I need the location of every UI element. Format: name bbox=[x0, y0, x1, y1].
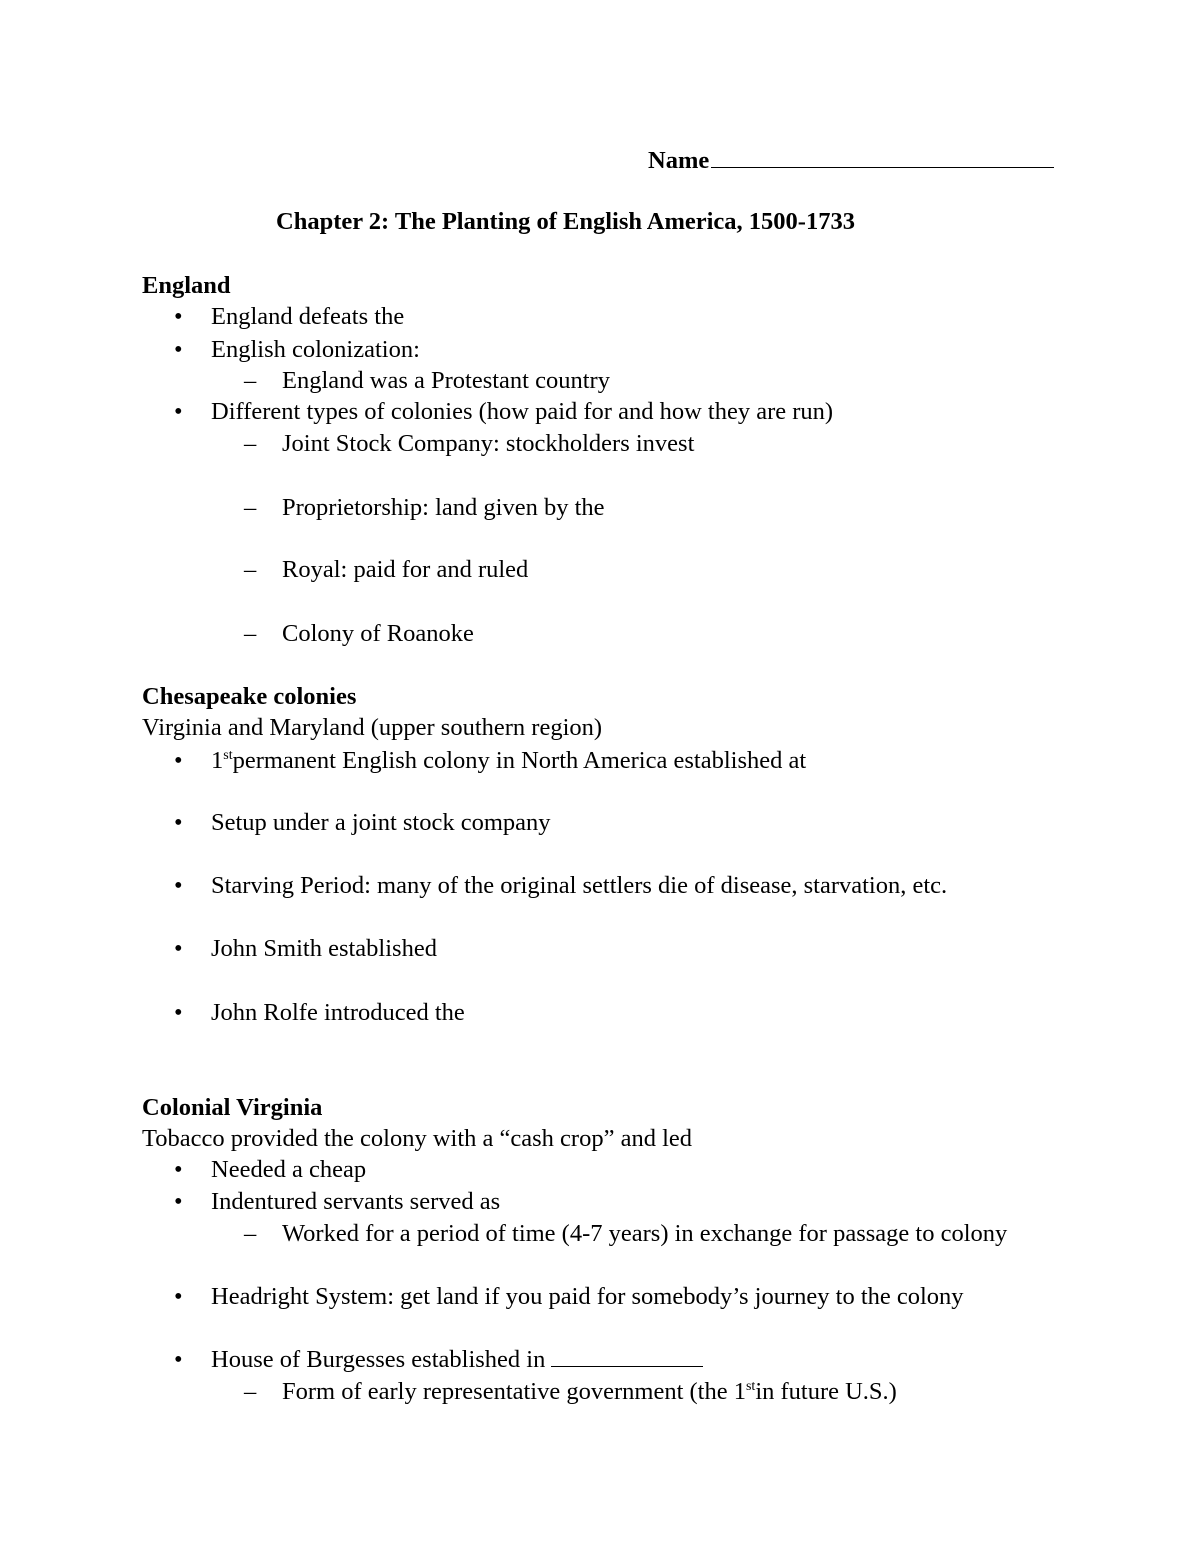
section-heading-england: England bbox=[142, 272, 231, 299]
sub-list-item-text: England was a Protestant country bbox=[282, 367, 610, 394]
sub-list-item-text: Form of early representative government (the 1stin future U.S.) bbox=[282, 1378, 897, 1405]
page-title: Chapter 2: The Planting of English America, 1500-1733 bbox=[276, 208, 855, 235]
sub-list-item-text: Joint Stock Company: stockholders invest bbox=[282, 430, 695, 457]
section-subtitle: Virginia and Maryland (upper southern region) bbox=[142, 714, 603, 741]
list-item-text: Setup under a joint stock company bbox=[211, 809, 551, 836]
bullet-icon: • bbox=[174, 1156, 183, 1183]
dash-icon: – bbox=[244, 1378, 257, 1405]
sub-list-item-text: Worked for a period of time (4-7 years) in exchange for passage to colony bbox=[282, 1220, 1008, 1247]
list-item-text: England defeats the bbox=[211, 303, 405, 330]
bullet-icon: • bbox=[174, 1283, 183, 1310]
bullet-icon: • bbox=[174, 999, 183, 1026]
bullet-icon: • bbox=[174, 935, 183, 962]
list-item-text: Needed a cheap bbox=[211, 1156, 367, 1183]
name-blank-line[interactable] bbox=[711, 143, 1054, 168]
bullet-icon: • bbox=[174, 303, 183, 330]
fill-in-blank[interactable] bbox=[551, 1344, 703, 1367]
section-heading-chesapeake: Chesapeake colonies bbox=[142, 683, 357, 710]
list-item-text: Indentured servants served as bbox=[211, 1188, 501, 1215]
bullet-icon: • bbox=[174, 336, 183, 363]
dash-icon: – bbox=[244, 1220, 257, 1247]
list-item-text: Different types of colonies (how paid for and how they are run) bbox=[211, 398, 834, 425]
sub-list-item-text: Colony of Roanoke bbox=[282, 620, 474, 647]
dash-icon: – bbox=[244, 620, 257, 647]
sub-list-item-text: Proprietorship: land given by the bbox=[282, 494, 605, 521]
bullet-icon: • bbox=[174, 1346, 183, 1373]
dash-icon: – bbox=[244, 430, 257, 457]
bullet-icon: • bbox=[174, 809, 183, 836]
list-item-text: English colonization: bbox=[211, 336, 420, 363]
name-field bbox=[648, 143, 1054, 176]
bullet-icon: • bbox=[174, 872, 183, 899]
dash-icon: – bbox=[244, 367, 257, 394]
bullet-icon: • bbox=[174, 1188, 183, 1215]
list-item-text: Headright System: get land if you paid for somebody’s journey to the colony bbox=[211, 1283, 964, 1310]
list-item-text: House of Burgesses established in bbox=[211, 1344, 703, 1375]
dash-icon: – bbox=[244, 556, 257, 583]
list-item-text: 1stpermanent English colony in North America established at bbox=[211, 747, 807, 774]
sub-list-item-text: Royal: paid for and ruled bbox=[282, 556, 529, 583]
section-heading-colonial-virginia: Colonial Virginia bbox=[142, 1094, 323, 1121]
list-item-text: John Smith established bbox=[211, 935, 437, 962]
name-label: Name bbox=[648, 147, 710, 174]
list-item-text: John Rolfe introduced the bbox=[211, 999, 465, 1026]
bullet-icon: • bbox=[174, 398, 183, 425]
list-item-text: Starving Period: many of the original settlers die of disease, starvation, etc. bbox=[211, 872, 948, 899]
section-subtitle: Tobacco provided the colony with a “cash crop” and led bbox=[142, 1125, 693, 1152]
bullet-icon: • bbox=[174, 747, 183, 774]
dash-icon: – bbox=[244, 494, 257, 521]
